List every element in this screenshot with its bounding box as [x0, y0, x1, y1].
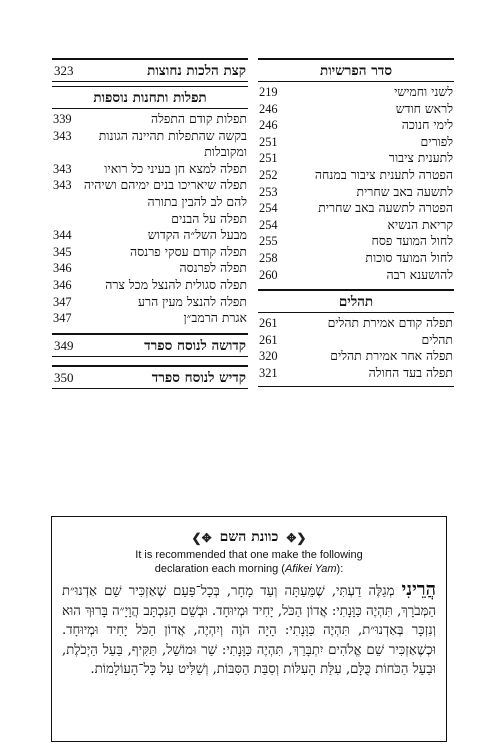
divider: [258, 386, 454, 387]
toc-entry-title: לשני וחמישי: [394, 84, 453, 99]
tehillim-list: [258, 313, 454, 385]
toc-entry-page: 261: [259, 316, 278, 331]
box-title-row: [62, 529, 436, 546]
toc-entry[interactable]: [52, 277, 248, 294]
section-page: 350: [54, 369, 74, 385]
section-page: 323: [54, 63, 74, 78]
toc-entry-page: 346: [53, 277, 72, 292]
toc-entry[interactable]: [258, 315, 454, 332]
toc-entry-title: תפלה קודם עסקי פרנסה: [129, 243, 247, 259]
section-header-tefillot: [52, 86, 248, 109]
toc-entry-page: 347: [53, 294, 72, 309]
toc-entry[interactable]: [258, 117, 454, 134]
left-column: [52, 58, 248, 389]
toc-entry[interactable]: [258, 184, 454, 201]
toc-entry-page: 321: [259, 365, 278, 380]
toc-entry-page: 258: [259, 250, 278, 265]
toc-entry[interactable]: [258, 348, 454, 365]
toc-entry-title: לימי חנוכה: [401, 117, 453, 133]
toc-entry[interactable]: [52, 177, 248, 210]
prayer-first-word: הֲרֵינִי: [401, 579, 436, 600]
toc-entry-page: 347: [53, 311, 72, 326]
toc-entry-page: 346: [53, 261, 72, 276]
toc-entry-title: אגרת הרמב״ן: [183, 310, 247, 326]
toc-entry-title: תפלה קודם אמירת תהלים: [327, 315, 453, 331]
box-note: [62, 549, 436, 576]
toc-entry-title: הפטרה לתשעה באב שחרית: [318, 200, 453, 216]
toc-entry-page: 219: [259, 85, 278, 99]
toc-entry-title: תפלה לפרנסה: [179, 260, 247, 276]
toc-entry-page: 246: [259, 101, 278, 116]
toc-entry-title: לתענית ציבור: [388, 150, 453, 166]
parashiyot-list: [258, 82, 454, 287]
toc-entry-page: 320: [259, 349, 278, 364]
toc-entry-title: תפלה על הבנים: [171, 210, 247, 226]
section-header-nachutzot: [52, 58, 248, 82]
toc-entry-title: תפלה סגולית להנצל מכל צרה: [105, 276, 247, 292]
toc-entry-page: 339: [53, 112, 72, 126]
prayer-text: [62, 580, 436, 680]
toc-entry-title: קריאת הנשיא: [387, 216, 453, 232]
note-text: ):: [336, 562, 344, 575]
toc-entry-title: תפלה אחר אמירת תהלים: [330, 348, 453, 364]
toc-entry-page: 251: [259, 151, 278, 166]
toc-entry[interactable]: [258, 217, 454, 234]
toc-entry[interactable]: [52, 260, 248, 277]
toc-entry[interactable]: [258, 233, 454, 250]
toc-entry[interactable]: [52, 161, 248, 178]
toc-entry[interactable]: [258, 200, 454, 217]
toc-entry-title: לחול המועד סוכות: [365, 249, 453, 265]
toc-entry[interactable]: [258, 101, 454, 118]
toc-entry-title: להושענא רבה: [386, 266, 453, 282]
toc-entry[interactable]: [258, 84, 454, 101]
note-line-1: It is recommended that one make the following: [135, 549, 363, 561]
toc-entry[interactable]: [258, 332, 454, 349]
toc-entry-title: לחול המועד פסח: [371, 233, 453, 249]
ornament-icon: ❮✥: [286, 530, 307, 545]
toc-entry-page: 253: [259, 184, 278, 199]
toc-entry[interactable]: [52, 211, 248, 228]
section-header-kedusha: [52, 333, 248, 357]
toc-entry-title: תפלה בעד החולה: [368, 364, 453, 380]
right-column: [258, 58, 454, 387]
toc-entry[interactable]: [52, 111, 248, 128]
toc-entry-title: תפלות קודם התפלה: [150, 111, 247, 126]
toc-entry[interactable]: [258, 134, 454, 151]
toc-entry[interactable]: [52, 227, 248, 244]
toc-entry-title: תפלה למצא חן בעיני כל רואיו: [104, 160, 247, 176]
toc-entry-page: 345: [53, 244, 72, 259]
note-line-2: [62, 563, 436, 577]
section-title: סדר הפרשיות: [319, 63, 393, 79]
note-source: Afikei Yam: [284, 562, 337, 575]
toc-entry-page: 344: [53, 228, 72, 243]
toc-entry[interactable]: [52, 294, 248, 311]
toc-entry[interactable]: [52, 244, 248, 261]
toc-entry-page: 343: [53, 161, 72, 176]
kavanat-hashem-box: [51, 516, 447, 742]
toc-entry-page: 261: [259, 332, 278, 347]
box-title: כוונת השם: [219, 529, 279, 545]
section-header-kaddish: [52, 365, 248, 389]
section-title: קדיש לנוסח ספרד: [151, 369, 246, 386]
toc-entry-title: מבעל השל״ה הקדוש: [147, 227, 247, 243]
ornament-icon: ✥❯: [191, 530, 212, 545]
toc-entry[interactable]: [258, 267, 454, 284]
toc-entry-title: הפטרה לתענית ציבור במנחה: [314, 166, 453, 182]
note-text: declaration each morning (: [154, 562, 285, 575]
toc-entry[interactable]: [258, 250, 454, 267]
toc-entry-page: 254: [259, 217, 278, 232]
toc-entry-page: 254: [259, 201, 278, 216]
toc-entry-title: תפלה שיאריכו בנים ימיהם ושיהיה להם לב להבין בתורה: [83, 177, 247, 209]
toc-entry-page: 343: [53, 128, 72, 143]
toc-entry[interactable]: [258, 167, 454, 184]
section-title: תהלים: [338, 294, 374, 311]
toc-entry[interactable]: [52, 310, 248, 327]
section-header-parashiyot: [258, 58, 454, 82]
toc-entry-title: תהלים: [421, 331, 453, 347]
toc-entry-title: לפורים: [420, 133, 453, 149]
toc-entry[interactable]: [258, 365, 454, 382]
toc-entry-title: בקשה שהתפלות תהיינה הגונות ומקובלות: [98, 127, 247, 160]
prayer-body: מְגַלֶּה דַעְתִּי, שֶׁמֵּעַתָּה וְעַד מָחָר, בְּכָל־פַּעַם שֶׁאַזְכִּיר שֵׁם אַדְנוּ״ת הַמְּבֹרָךְ, תִּהְיֶה כַּוָּנָתִי: אֲדוֹן הַכֹּל, יָחִיד וּמְיוּחָד. וּבְשֵׁם הַנִּכְתָּב הֲוָיָ״ה בָּרוּךְ הוּא וְנִזְכָּר בְּאַדְנוּ״ת, תִּהְיֶה כַּוָּנָתִי: הָיָה הֹוֶה וְיִהְיֶה, אֲדוֹן הַכֹּל יָחִיד וּמְיוּחָד. וּכְשֶׁאַזְכִּיר שֵׁם אֱלֹהִים יִתְבָּרַךְ, תִּהְיֶה כַּוָּנָתִי: שַׁר וּמוֹשֵׁל, תַּקִּיף, בַּעַל הַיְכֹלֶת, וּבַעַל הַכֹּחוֹת כֻּלָּם, עִלַּת הָעִלּוֹת וְסִבַּת הַסִּבּוֹת, וְשַׁלִּיט עַל כָּל־הָעוֹלָמוֹת.: [62, 584, 436, 677]
section-header-tehillim: [258, 289, 454, 313]
toc-entry-page: 246: [259, 118, 278, 133]
toc-entry-title: לראש חודש: [395, 100, 453, 116]
toc-entry-page: 260: [259, 267, 278, 282]
section-page: 349: [54, 337, 74, 353]
toc-entry-title: לתשעה באב שחרית: [356, 183, 453, 199]
tefillot-list: [52, 109, 248, 331]
toc-entry-page: 255: [259, 234, 278, 249]
toc-entry-title: תפלה להנצל מעין הרע: [137, 293, 247, 309]
toc-entry[interactable]: [52, 128, 248, 161]
toc-entry-page: 251: [259, 134, 278, 149]
toc-entry[interactable]: [258, 150, 454, 167]
section-title: תפלות ותחנות נוספות: [93, 90, 207, 106]
section-title: קצת הלכות נחוצות: [147, 63, 246, 79]
section-title: קדושה לנוסח ספרד: [144, 337, 246, 354]
toc-entry-page: 252: [259, 167, 278, 182]
toc-entry-page: 343: [53, 178, 72, 193]
